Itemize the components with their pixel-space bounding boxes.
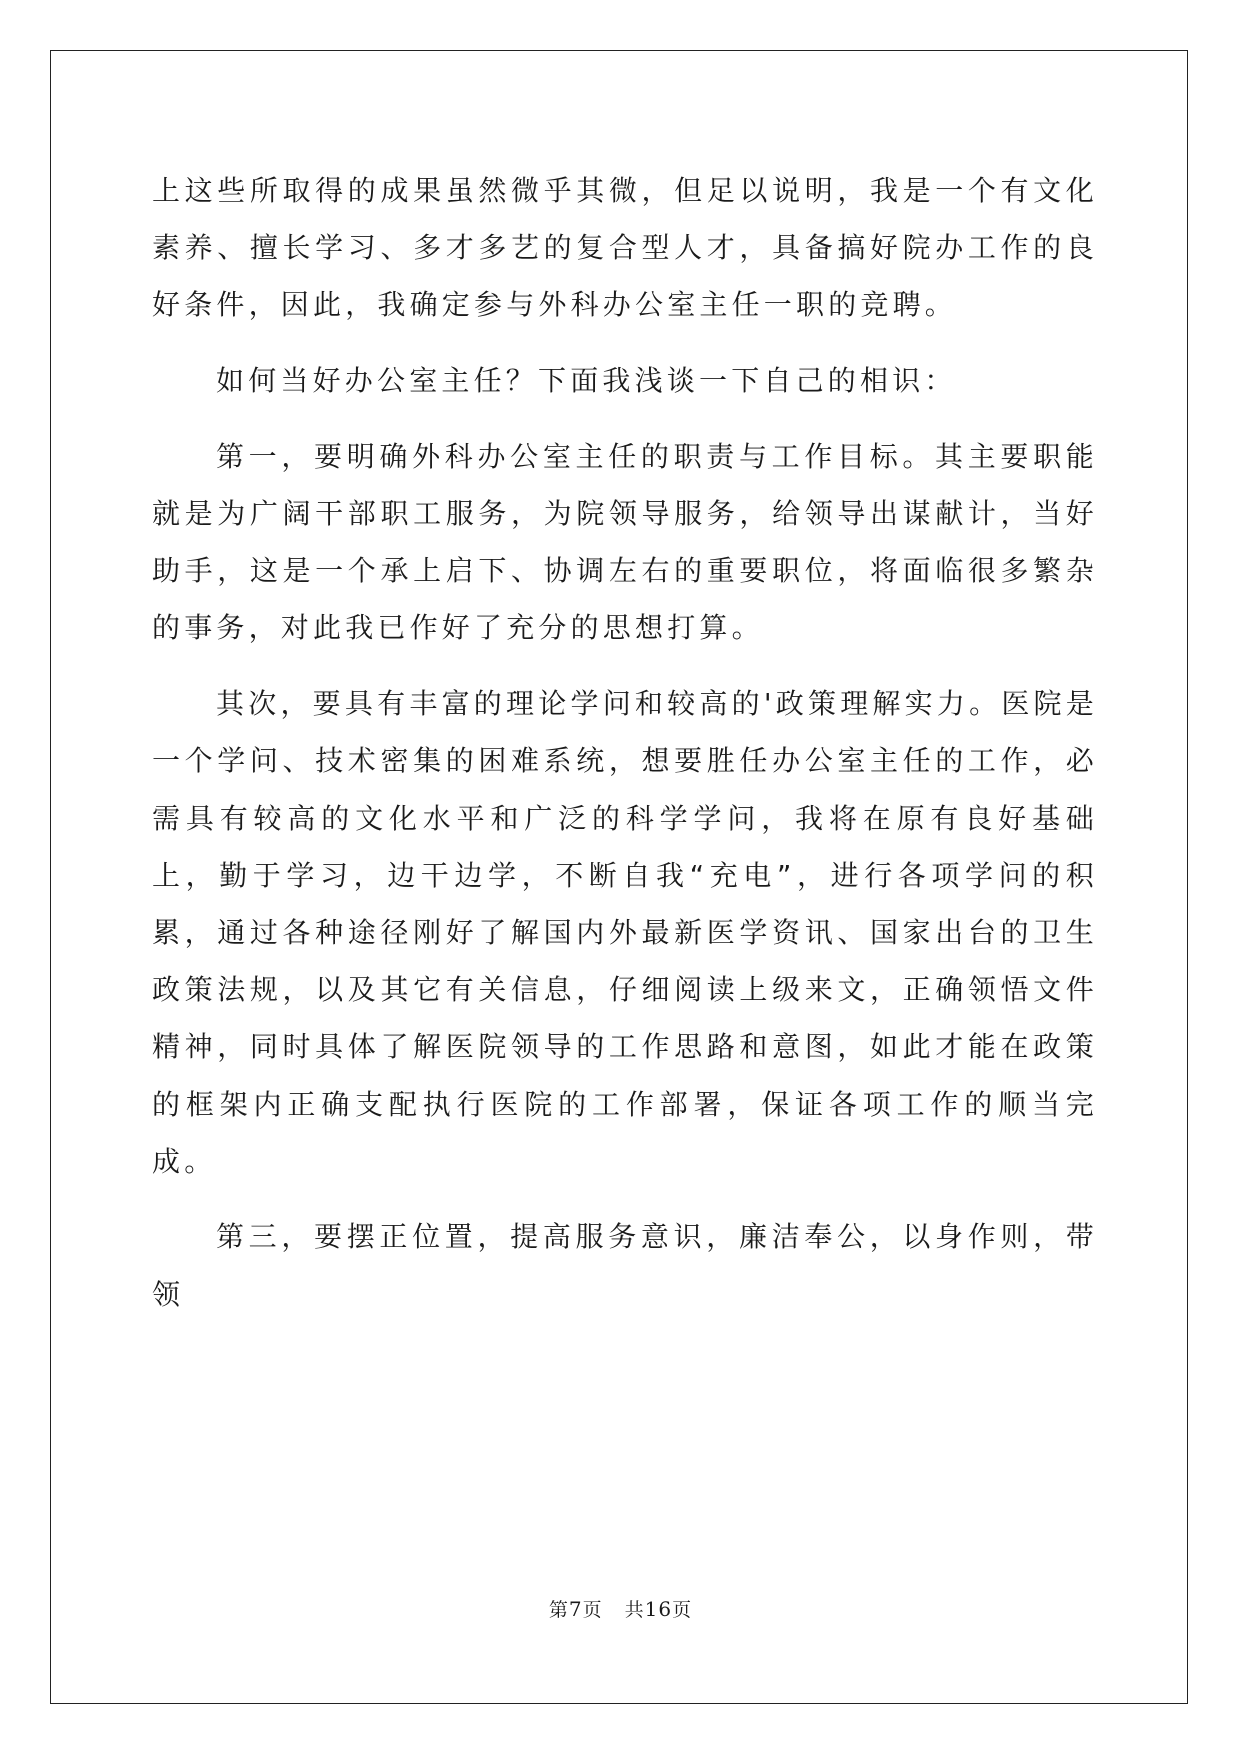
- paragraph-1: 上这些所取得的成果虽然微乎其微，但足以说明，我是一个有文化素养、擅长学习、多才多艺的复合型人才，具备搞好院办工作的良好条件，因此，我确定参与外科办公室主任一职的竞聘。: [152, 174, 1098, 322]
- page-number: 第7页: [548, 1597, 603, 1621]
- page-footer: [0, 1595, 1241, 1622]
- paragraph-5: 第三，要摆正位置，提高服务意识，廉洁奉公，以身作则，带领: [152, 1220, 1098, 1311]
- paragraph-2: 如何当好办公室主任？下面我浅谈一下自己的相识：: [216, 364, 957, 398]
- paragraph-4: 其次，要具有丰富的理论学问和较高的'政策理解实力。医院是一个学问、技术密集的困难系统，想要胜任办公室主任的工作，必需具有较高的文化水平和广泛的科学学问，我将在原有良好基础上，勤于学习，边干边学，不断自我“充电”，进行各项学问的积累，通过各种途径刚好了解国内外最新医学资讯、国家出台的卫生政策法规，以及其它有关信息，仔细阅读上级来文，正确领悟文件精神，同时具体了解医院领导的工作思路和意图，如此才能在政策的框架内正确支配执行医院的工作部署，保证各项工作的顺当完成。: [152, 687, 1098, 1178]
- document-body: [152, 162, 1098, 1323]
- page-total: 共16页: [624, 1597, 693, 1621]
- paragraph-3: 第一，要明确外科办公室主任的职责与工作目标。其主要职能就是为广阔干部职工服务，为院领导服务，给领导出谋献计，当好助手，这是一个承上启下、协调左右的重要职位，将面临很多繁杂的事务，对此我已作好了充分的思想打算。: [152, 439, 1098, 645]
